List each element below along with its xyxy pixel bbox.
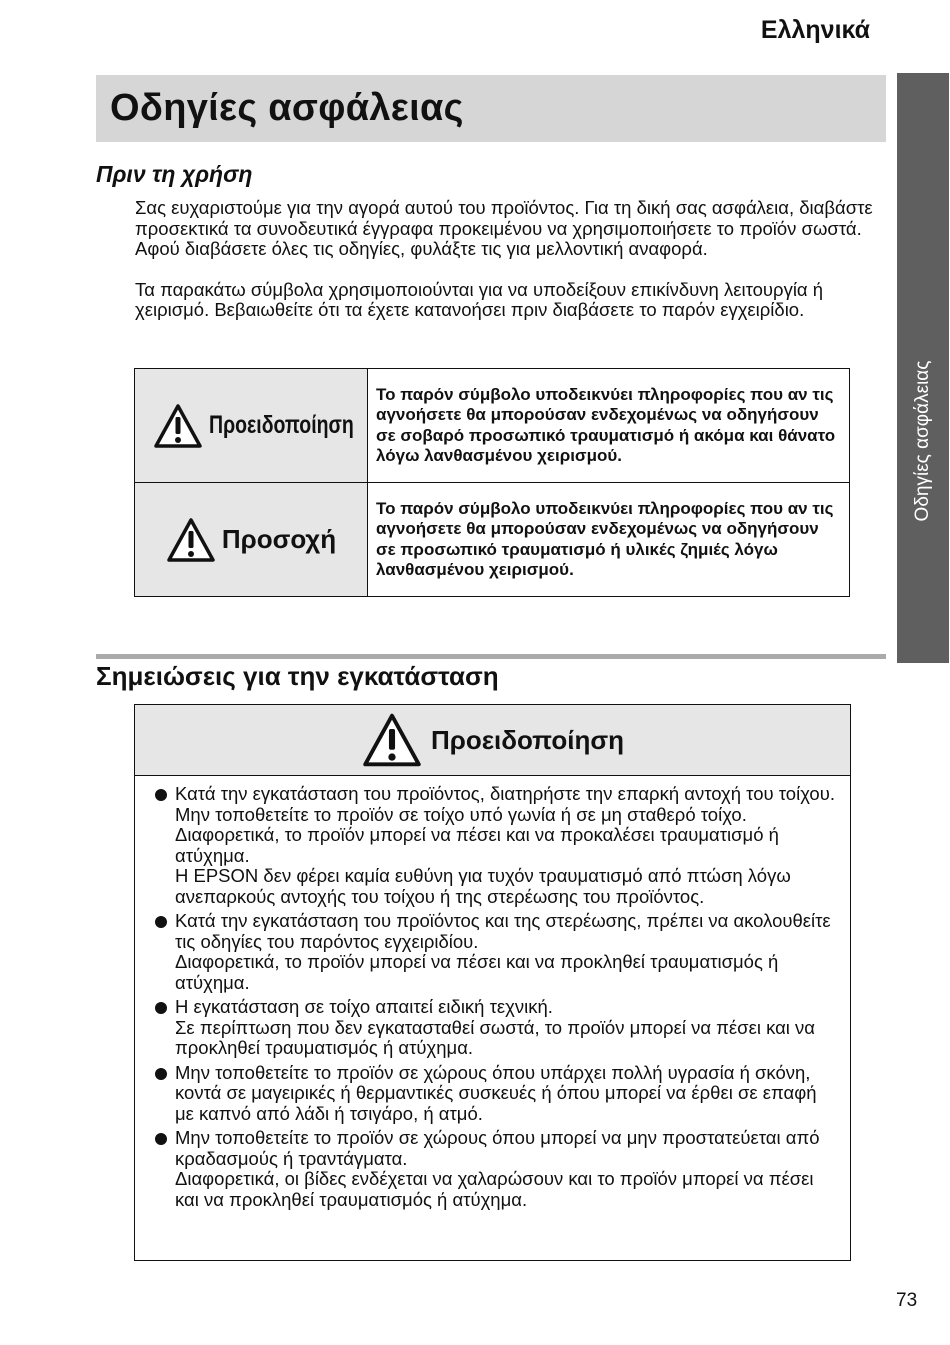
intro-paragraph: Σας ευχαριστούμε για την αγορά αυτού του προϊόντος. Για τη δική σας ασφάλεια, διαβάστε προσεκτικά τα συνοδευτικά έγγραφα προκειμένου να χρησιμοποιήσετε το προϊόν σωστά. — [135, 197, 873, 239]
list-item-text: Μην τοποθετείτε το προϊόν σε χώρους όπου μπορεί να μην προστατεύεται από κραδασμούς ή τραντάγματα. — [175, 1127, 820, 1169]
list-item-text: Κατά την εγκατάσταση του προϊόντος, διατηρήστε την επαρκή αντοχή του τοίχου. Μην τοποθετείτε το προϊόν σε τοίχο υπό γωνία ή σε μη σταθερό τοίχο. — [175, 783, 835, 825]
caution-description: Το παρόν σύμβολο υποδεικνύει πληροφορίες που αν τις αγνοήσετε θα μπορούσαν ενδεχομένως να οδηγήσουν σε προσωπικό τραυματισμό ή υλικές ζημιές λόγω λανθασμένου χειρισμού. — [368, 483, 850, 597]
section-divider — [96, 654, 886, 659]
table-row — [135, 483, 850, 597]
warning-symbol-cell — [135, 369, 368, 483]
before-use-heading: Πριν τη χρήση — [96, 161, 253, 187]
caution-triangle-icon — [166, 517, 216, 563]
list-item-text: Η εγκατάσταση σε τοίχο απαιτεί ειδική τεχνική. — [175, 996, 553, 1017]
warning-box-label: Προειδοποίηση — [430, 724, 625, 755]
installation-heading: Σημειώσεις για την εγκατάσταση — [96, 661, 499, 691]
title-bar — [96, 75, 886, 142]
list-item — [155, 997, 840, 1059]
list-item — [155, 911, 840, 993]
list-item-text: Διαφορετικά, οι βίδες ενδέχεται να χαλαρώσουν και το προϊόν μπορεί να πέσει και να προκληθεί τραυματισμός ή ατύχημα. — [175, 1168, 814, 1210]
intro-text — [135, 198, 880, 321]
warning-triangle-icon — [153, 403, 203, 449]
list-item-text: Διαφορετικά, το προϊόν μπορεί να πέσει και να προκληθεί τραυματισμός ή ατύχημα. — [175, 951, 779, 993]
list-item-text: Κατά την εγκατάσταση του προϊόντος και της στερέωσης, πρέπει να ακολουθείτε τις οδηγίες του παρόντος εγχειριδίου. — [175, 910, 831, 952]
list-item — [155, 1128, 840, 1210]
list-item-text: Μην τοποθετείτε το προϊόν σε χώρους όπου υπάρχει πολλή υγρασία ή σκόνη, κοντά σε μαγειρικές ή θερμαντικές συσκευές ή όπου μπορεί να έρθει σε επαφή με καπνό από λάδι ή τσιγάρο, ή ατμό. — [175, 1061, 817, 1124]
warning-label: Προειδοποίηση — [209, 411, 354, 439]
list-item — [155, 1063, 840, 1125]
symbols-table — [134, 368, 850, 597]
warning-triangle-icon — [361, 712, 423, 768]
list-item-text: Διαφορετικά, το προϊόν μπορεί να πέσει και να προκαλέσει τραυματισμό ή ατύχημα. — [175, 824, 779, 866]
list-item-text: Σε περίπτωση που δεν εγκατασταθεί σωστά, το προϊόν μπορεί να πέσει και να προκληθεί τραυματισμός ή ατύχημα. — [175, 1016, 815, 1058]
table-row — [135, 369, 850, 483]
warning-box-header — [135, 705, 850, 776]
caution-label: Προσοχή — [221, 524, 337, 554]
warning-description: Το παρόν σύμβολο υποδεικνύει πληροφορίες που αν τις αγνοήσετε θα μπορούσαν ενδεχομένως να οδηγήσουν σε σοβαρό προσωπικό τραυματισμό ή ακόμα και θάνατο λόγω λανθασμένου χειρισμού. — [368, 369, 850, 483]
intro-paragraph: Τα παρακάτω σύμβολα χρησιμοποιούνται για να υποδείξουν επικίνδυνη λειτουργία ή χειρισμό. Βεβαιωθείτε ότι τα έχετε κατανοήσει πριν διαβάσετε το παρόν εγχειρίδιο. — [135, 278, 824, 320]
page-title: Οδηγίες ασφάλειας — [110, 87, 464, 129]
caution-symbol-cell — [135, 483, 368, 597]
intro-paragraph: Αφού διαβάσετε όλες τις οδηγίες, φυλάξτε τις για μελλοντική αναφορά. — [135, 238, 708, 259]
language-label: Ελληνικά — [760, 16, 870, 44]
installation-list — [135, 776, 850, 1210]
side-tab — [897, 73, 949, 663]
list-item — [155, 784, 840, 907]
installation-warning-box — [134, 704, 851, 1261]
list-item-text: Η EPSON δεν φέρει καμία ευθύνη για τυχόν τραυματισμό από πτώση λόγω ανεπαρκούς αντοχής του τοίχου ή της στερέωσης του προϊόντος. — [175, 865, 791, 907]
side-tab-label: Οδηγίες ασφάλειας — [912, 360, 933, 522]
page-number: 73 — [896, 1290, 918, 1311]
